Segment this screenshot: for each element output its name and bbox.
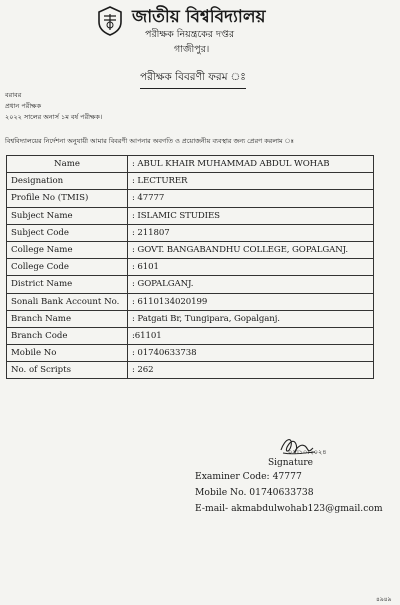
row-value: : Patgati Br, Tungipara, Gopalganj. <box>128 310 374 327</box>
row-value: : LECTURER <box>128 173 374 190</box>
table-row <box>7 173 374 190</box>
row-value: :61101 <box>128 327 374 344</box>
mobile-number: Mobile No. 01740633738 <box>195 487 314 498</box>
corner-mark: ৪৯৪৯ <box>376 596 392 603</box>
row-label: Profile No (TMIS) <box>7 190 128 207</box>
row-value: : ABUL KHAIR MUHAMMAD ABDUL WOHAB <box>128 156 374 173</box>
email-address: E-mail- akmabdulwohab123@gmail.com <box>195 503 383 514</box>
instruction-text: বিশ্ববিদ্যালয়ের নির্দেশনা অনুযায়ী আমার বিবরণী আপনার অবগতি ও প্রয়োজনীয় ব্যবস্থার জন্য প্রেরণ করলাম ঃ <box>5 137 295 145</box>
address-line: বরাবর <box>5 91 22 99</box>
table-row <box>7 207 374 224</box>
row-label: No. of Scripts <box>7 362 128 379</box>
row-value: : 47777 <box>128 190 374 207</box>
table-row <box>7 345 374 362</box>
row-label: Branch Code <box>7 327 128 344</box>
row-label: College Code <box>7 259 128 276</box>
table-row <box>7 327 374 344</box>
row-value: : GOVT. BANGABANDHU COLLEGE, GOPALGANJ. <box>128 241 374 258</box>
row-value: : 6101 <box>128 259 374 276</box>
row-value: : 01740633738 <box>128 345 374 362</box>
table-row <box>7 224 374 241</box>
row-label: College Name <box>7 241 128 258</box>
university-logo <box>97 6 123 36</box>
signature-label: Signature <box>268 458 314 468</box>
row-label: Name <box>7 156 128 173</box>
row-value: : ISLAMIC STUDIES <box>128 207 374 224</box>
row-label: District Name <box>7 276 128 293</box>
form-title: পরীক্ষক বিবরণী ফরম ঃ <box>140 70 246 89</box>
university-name: জাতীয় বিশ্ববিদ্যালয় <box>132 7 266 27</box>
table-row <box>7 241 374 258</box>
table-row <box>7 310 374 327</box>
row-value: : 262 <box>128 362 374 379</box>
row-label: Designation <box>7 173 128 190</box>
table-row <box>7 276 374 293</box>
row-value: : GOPALGANJ. <box>128 276 374 293</box>
address-line: ২০২২ সালের অনার্স ১ম বর্ষ পরীক্ষক। <box>5 113 103 121</box>
row-label: Mobile No <box>7 345 128 362</box>
table-row <box>7 156 374 173</box>
row-label: Subject Code <box>7 224 128 241</box>
table-row <box>7 190 374 207</box>
table-row <box>7 293 374 310</box>
examiner-code: Examiner Code: 47777 <box>195 471 302 482</box>
address-line: প্রধান পরীক্ষক <box>5 102 41 110</box>
row-value: : 211807 <box>128 224 374 241</box>
signature-date: ০৯।১০।২০২৪ <box>288 448 327 456</box>
city-name: গাজীপুর। <box>174 44 210 55</box>
table-row <box>7 259 374 276</box>
row-label: Branch Name <box>7 310 128 327</box>
table-row <box>7 362 374 379</box>
office-name: পরীক্ষক নিয়ন্ত্রকের দপ্তর <box>145 29 235 40</box>
row-value: : 6110134020199 <box>128 293 374 310</box>
row-label: Sonali Bank Account No. <box>7 293 128 310</box>
examiner-info-table <box>6 155 374 379</box>
row-label: Subject Name <box>7 207 128 224</box>
